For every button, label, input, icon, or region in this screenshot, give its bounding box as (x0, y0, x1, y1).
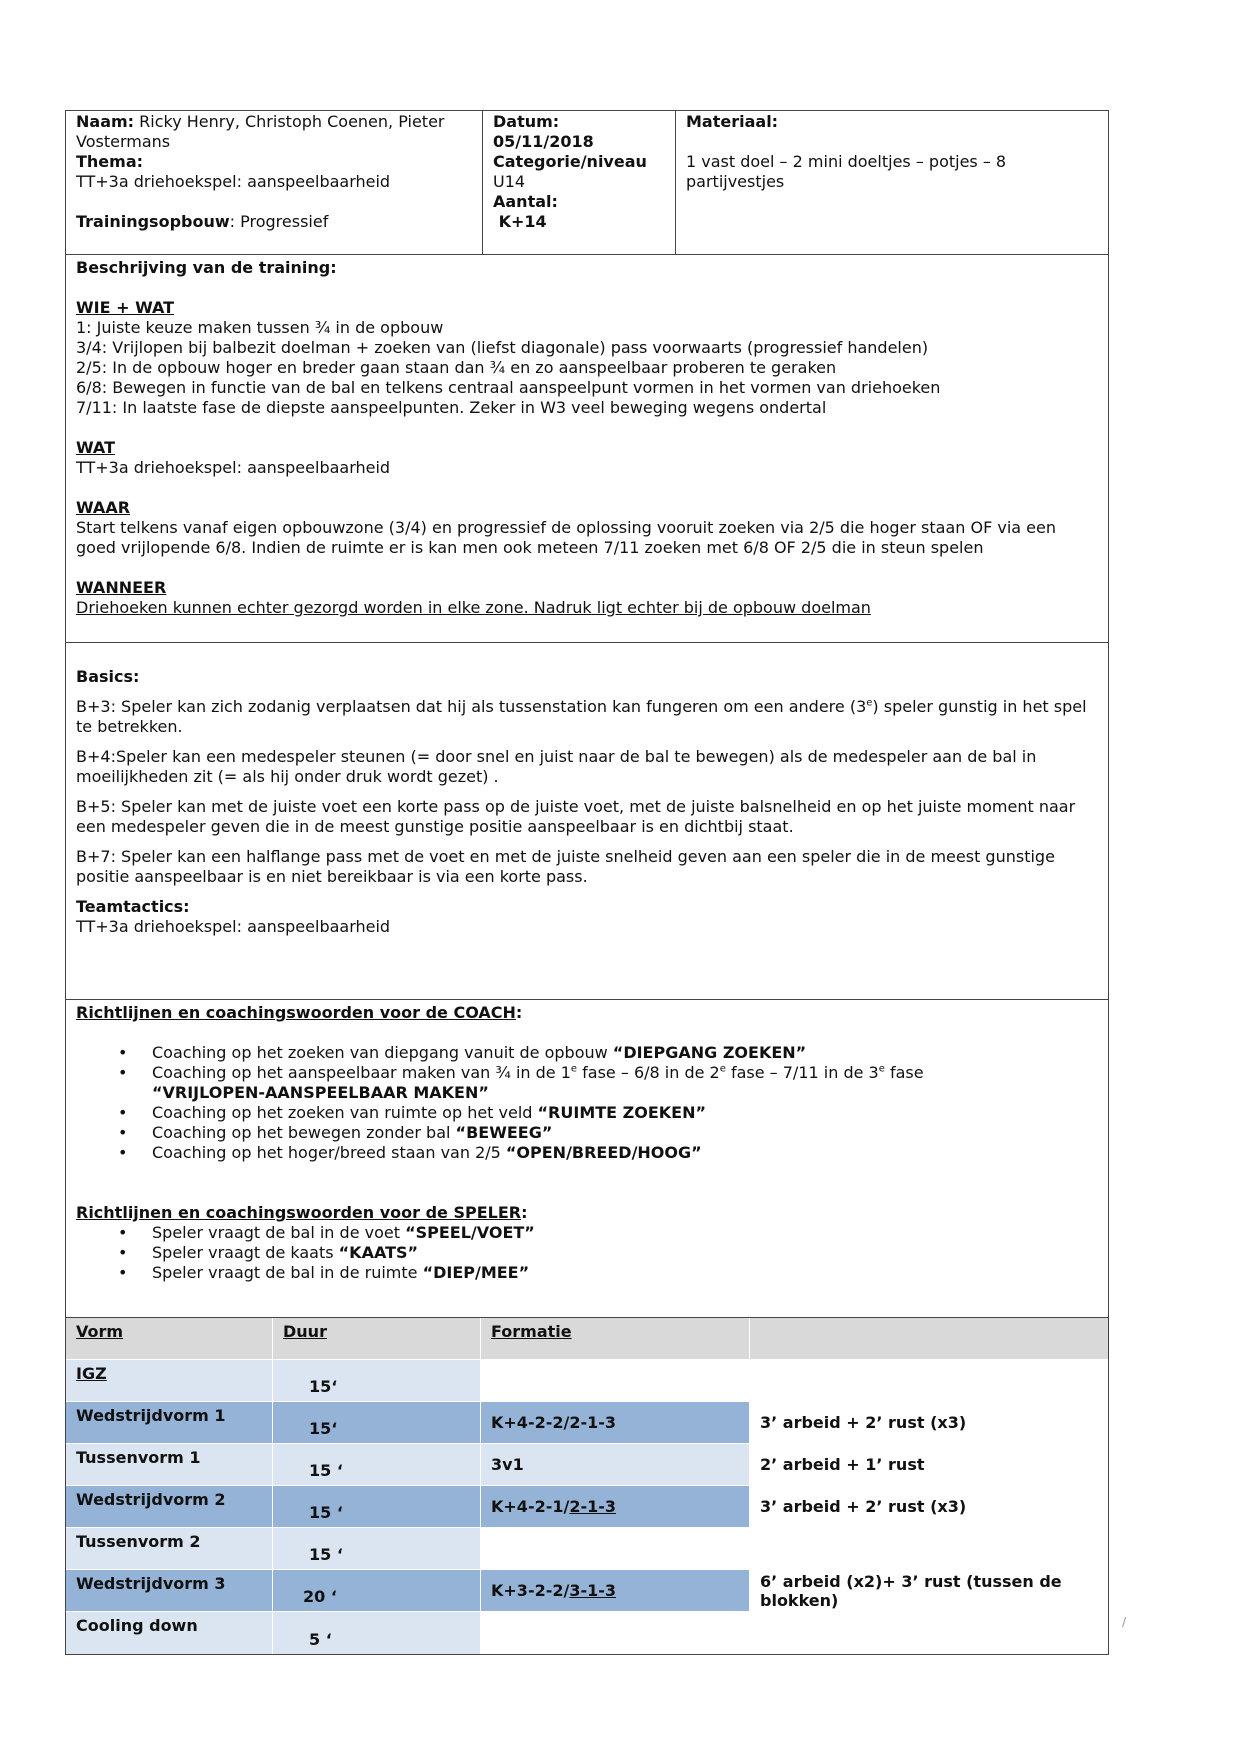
wat-title: WAT (76, 438, 115, 457)
training-table (66, 1318, 1108, 1654)
table-row-arbeid (750, 1528, 1108, 1570)
wie-wat-line: 1: Juiste keuze maken tussen ¾ in de opbouw (76, 318, 444, 337)
coach-item-text: fase – 6/8 in de 2 (577, 1063, 720, 1082)
speler-list (76, 1223, 1098, 1283)
training-sheet (65, 110, 1109, 1655)
formatie-text: K+4-2-1/ (491, 1496, 570, 1516)
coach-item (118, 1123, 1098, 1143)
speler-item-text: Speler vraagt de kaats (152, 1243, 339, 1262)
coach-colon: : (515, 1003, 523, 1022)
datum-label: Datum: (493, 112, 560, 131)
formatie-text-underlined: 2-1-3 (569, 1496, 617, 1516)
opbouw-line (76, 212, 472, 232)
table-row-duur: 15‘ (273, 1402, 481, 1444)
coach-item (118, 1043, 1098, 1063)
speler-colon: : (521, 1203, 528, 1222)
table-row-arbeid (750, 1612, 1108, 1654)
table-row-duur: 15 ‘ (273, 1486, 481, 1528)
aantal-label: Aantal: (493, 192, 558, 211)
thema-value: TT+3a driehoekspel: aanspeelbaarheid (76, 172, 391, 191)
coach-item-text: Coaching op het zoeken van ruimte op het veld (152, 1103, 538, 1122)
table-row-duur: 5 ‘ (273, 1612, 481, 1654)
speler-item-keyword: “DIEP/MEE” (422, 1263, 530, 1282)
materiaal-cell (675, 111, 1108, 254)
speler-title: Richtlijnen en coachingswoorden voor de SPELER (76, 1203, 522, 1222)
table-row-formatie: 3v1 (481, 1444, 750, 1486)
beschrijving-section (66, 255, 1108, 643)
speler-item-text: Speler vraagt de bal in de ruimte (152, 1263, 423, 1282)
table-row-vorm: Cooling down (66, 1612, 273, 1654)
table-row-arbeid: 2’ arbeid + 1’ rust (750, 1444, 1108, 1486)
table-row-formatie (481, 1612, 750, 1654)
speler-item (118, 1223, 1098, 1243)
naam-value: Ricky Henry, Christoph Coenen, Pieter Vostermans (76, 112, 445, 151)
wie-wat-line: 2/5: In de opbouw hoger en breder gaan staan dan ¾ en zo aanspeelbaar proberen te geraken (76, 358, 837, 377)
wie-wat-title: WIE + WAT (76, 298, 175, 317)
basic-b3-text-end: ) speler gunstig in het spel te betrekken. (76, 697, 1087, 736)
coach-item-keyword: “VRIJLOPEN-AANSPEELBAAR MAKEN” (152, 1083, 489, 1102)
superscript: e (570, 1063, 578, 1075)
header-duur (273, 1318, 481, 1360)
teamtactics-title: Teamtactics: (76, 897, 190, 916)
basics-title: Basics: (76, 667, 140, 686)
coach-title: Richtlijnen en coachingswoorden voor de COACH (76, 1003, 516, 1022)
table-row-formatie (481, 1360, 750, 1402)
waar-text: Start telkens vanaf eigen opbouwzone (3/4) en progressief de oplossing vooruit zoeken via 2/5 die hoger staan OF via een goed vrijlopende 6/8. Indien de ruimte er is kan men ook meteen 7/11 zoeken met 6/8 OF 2/5 die in steun spelen (76, 518, 1056, 557)
coach-item (118, 1103, 1098, 1123)
coach-item (118, 1063, 1098, 1103)
beschrijving-title: Beschrijving van de training: (76, 258, 337, 277)
naam-line (76, 112, 472, 152)
basic-b3 (76, 697, 1098, 737)
table-row-duur: 15 ‘ (273, 1528, 481, 1570)
info-cell (66, 111, 482, 254)
basics-section (66, 643, 1108, 1000)
superscript: e (866, 697, 873, 709)
header-row (66, 111, 1108, 255)
aantal-value: K+14 (493, 212, 547, 231)
formatie-text-underlined: 3-1-3 (569, 1580, 617, 1600)
coach-item-keyword: “RUIMTE ZOEKEN” (537, 1103, 707, 1122)
wie-wat-line: 3/4: Vrijlopen bij balbezit doelman + zoeken van (liefst diagonale) pass voorwaarts (progressief handelen) (76, 338, 929, 357)
table-row-duur: 20 ‘ (273, 1570, 481, 1612)
table-row-formatie (481, 1486, 750, 1528)
datum-cell (482, 111, 675, 254)
coach-item-text: fase (884, 1063, 924, 1082)
table-row-arbeid: 6’ arbeid (x2)+ 3’ rust (tussen de blokken) (750, 1570, 1108, 1612)
superscript: e (719, 1063, 726, 1075)
wie-wat-line: 7/11: In laatste fase de diepste aanspeelpunten. Zeker in W3 veel beweging wegens ondertal (76, 398, 827, 417)
wanneer-text: Driehoeken kunnen echter gezorgd worden in elke zone. Nadruk ligt echter bij de opbouw doelman (76, 598, 871, 617)
table-row-duur: 15‘ (273, 1360, 481, 1402)
coach-item-keyword: “DIEPGANG ZOEKEN” (612, 1043, 807, 1062)
table-row-vorm: Wedstrijdvorm 1 (66, 1402, 273, 1444)
table-row-arbeid: 3’ arbeid + 2’ rust (x3) (750, 1486, 1108, 1528)
basic-b3-text: B+3: Speler kan zich zodanig verplaatsen dat hij als tussenstation kan fungeren om een andere (3 (76, 697, 867, 716)
coach-item (118, 1143, 1098, 1163)
table-row-formatie (481, 1528, 750, 1570)
speler-item (118, 1243, 1098, 1263)
thema-label: Thema: (76, 152, 144, 171)
basic-b4: B+4:Speler kan een medespeler steunen (= door snel en juist naar de bal te bewegen) als de medespeler aan de bal in moeilijkheden zit (= als hij onder druk wordt gezet) . (76, 747, 1037, 786)
basic-b7: B+7: Speler kan een halflange pass met de voet en met de juiste snelheid geven aan een speler die in de meest gunstige positie aanspeelbaar is en niet bereikbaar is via een korte pass. (76, 847, 1055, 886)
coach-item-text: Coaching op het bewegen zonder bal (152, 1123, 456, 1142)
categorie-label: Categorie/niveau (493, 152, 647, 171)
wanneer-title: WANNEER (76, 578, 167, 597)
coaching-section (66, 1000, 1108, 1318)
naam-label: Naam: (76, 112, 135, 131)
basic-b5: B+5: Speler kan met de juiste voet een korte pass op de juiste voet, met de juiste balsnelheid en op het juiste moment naar een medespeler geven die in de meest gunstige positie aanspeelbaar is en dichtbij staat. (76, 797, 1076, 836)
coach-title-line (76, 1003, 1098, 1023)
materiaal-value: 1 vast doel – 2 mini doeltjes – potjes – 8 partijvestjes (686, 152, 1007, 191)
table-row-duur: 15 ‘ (273, 1444, 481, 1486)
coach-item-keyword: “BEWEEG” (455, 1123, 553, 1142)
datum-value: 05/11/2018 (493, 132, 594, 151)
teamtactics-text: TT+3a driehoekspel: aanspeelbaarheid (76, 917, 391, 936)
header-vorm (66, 1318, 273, 1360)
table-row-vorm (66, 1360, 273, 1402)
speler-item-keyword: “SPEEL/VOET” (405, 1223, 535, 1242)
table-row-vorm: Tussenvorm 1 (66, 1444, 273, 1486)
materiaal-label: Materiaal: (686, 112, 779, 131)
coach-item-text: Coaching op het zoeken van diepgang vanuit de opbouw (152, 1043, 613, 1062)
speler-item (118, 1263, 1098, 1283)
table-row-formatie (481, 1570, 750, 1612)
table-row-vorm: Tussenvorm 2 (66, 1528, 273, 1570)
formatie-text: K+3-2-2/ (491, 1580, 570, 1600)
speler-item-keyword: “KAATS” (338, 1243, 419, 1262)
table-row-vorm: Wedstrijdvorm 2 (66, 1486, 273, 1528)
categorie-value: U14 (493, 172, 526, 191)
table-row-arbeid: 3’ arbeid + 2’ rust (x3) (750, 1402, 1108, 1444)
opbouw-label: Trainingsopbouw (76, 212, 230, 231)
header-formatie-label: Formatie (491, 1322, 572, 1341)
speler-item-text: Speler vraagt de bal in de voet (152, 1223, 406, 1242)
waar-title: WAAR (76, 498, 131, 517)
coach-item-text: Coaching op het aanspeelbaar maken van ¾ in de 1 (152, 1063, 571, 1082)
coach-item-text: Coaching op het hoger/breed staan van 2/5 (152, 1143, 506, 1162)
vorm-label: IGZ (76, 1364, 107, 1383)
coach-item-text: fase – 7/11 in de 3 (725, 1063, 879, 1082)
header-formatie (481, 1318, 750, 1360)
table-row-formatie: K+4-2-2/2-1-3 (481, 1402, 750, 1444)
speler-title-line (76, 1203, 1098, 1223)
wat-text: TT+3a driehoekspel: aanspeelbaarheid (76, 458, 391, 477)
table-row-vorm: Wedstrijdvorm 3 (66, 1570, 273, 1612)
superscript: e (878, 1063, 885, 1075)
header-vorm-label: Vorm (76, 1322, 124, 1341)
header-empty (750, 1318, 1108, 1360)
coach-item-keyword: “OPEN/BREED/HOOG” (505, 1143, 702, 1162)
header-duur-label: Duur (283, 1322, 327, 1341)
margin-mark: / (1122, 1615, 1127, 1629)
table-row-arbeid (750, 1360, 1108, 1402)
coach-list (76, 1043, 1098, 1163)
wie-wat-line: 6/8: Bewegen in functie van de bal en telkens centraal aanspeelpunt vormen in het vormen van driehoeken (76, 378, 941, 397)
opbouw-value: : Progressief (229, 212, 329, 231)
